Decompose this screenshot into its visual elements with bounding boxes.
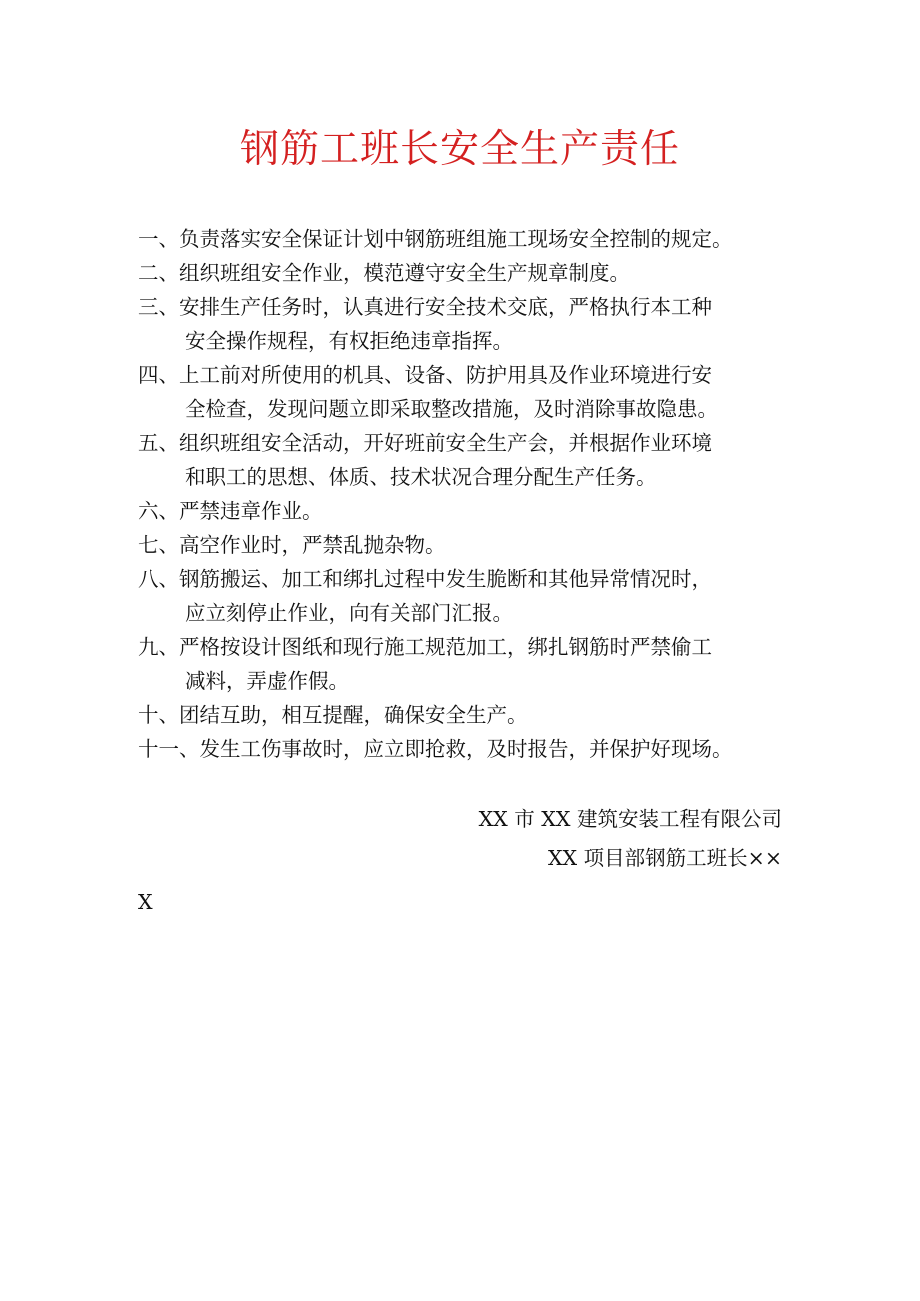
clause-line: 七、高空作业时，严禁乱抛杂物。 <box>138 533 446 557</box>
clause-line: 四、上工前对所使用的机具、设备、防护用具及作业环境进行安 <box>138 363 712 387</box>
clause-line: 八、钢筋搬运、加工和绑扎过程中发生脆断和其他异常情况时， <box>138 567 712 591</box>
clause-line: 三、安排生产任务时，认真进行安全技术交底，严格执行本工种 <box>138 295 712 319</box>
signature-team: XX 项目部钢筋工班长×× <box>547 846 782 870</box>
clause-list <box>138 222 818 766</box>
clause-item <box>138 222 818 256</box>
signature-company: XX 市 XX 建筑安装工程有限公司 <box>478 807 782 831</box>
clause-item <box>138 732 818 766</box>
clause-line: 二、组织班组安全作业，模范遵守安全生产规章制度。 <box>138 261 630 285</box>
clause-line: 九、严格按设计图纸和现行施工规范加工，绑扎钢筋时严禁偷工 <box>138 635 712 659</box>
clause-item <box>138 426 818 494</box>
clause-line: 一、负责落实安全保证计划中钢筋班组施工现场安全控制的规定。 <box>138 227 733 251</box>
clause-continuation-line: 安全操作规程，有权拒绝违章指挥。 <box>185 329 513 353</box>
clause-item <box>138 290 818 358</box>
clause-line: 六、严禁违章作业。 <box>138 499 323 523</box>
clause-continuation-line: 全检查，发现问题立即采取整改措施，及时消除事故隐患。 <box>185 397 718 421</box>
document-title: 钢筋工班长安全生产责任 <box>239 127 680 172</box>
clause-line: 十、团结互助，相互提醒，确保安全生产。 <box>138 703 528 727</box>
clause-continuation-line: 应立刻停止作业，向有关部门汇报。 <box>185 601 513 625</box>
clause-line: 五、组织班组安全活动，开好班前安全生产会，并根据作业环境 <box>138 431 712 455</box>
clause-item <box>138 630 818 698</box>
clause-item <box>138 698 818 732</box>
clause-item <box>138 562 818 630</box>
clause-line: 十一、发生工伤事故时，应立即抢救，及时报告，并保护好现场。 <box>138 737 733 761</box>
clause-item <box>138 494 818 528</box>
clause-continuation-line: 减料，弄虚作假。 <box>185 669 349 693</box>
clause-item <box>138 358 818 426</box>
clause-item <box>138 528 818 562</box>
clause-item <box>138 256 818 290</box>
clause-continuation-line: 和职工的思想、体质、技术状况合理分配生产任务。 <box>185 465 657 489</box>
trailing-text: X <box>138 890 153 914</box>
